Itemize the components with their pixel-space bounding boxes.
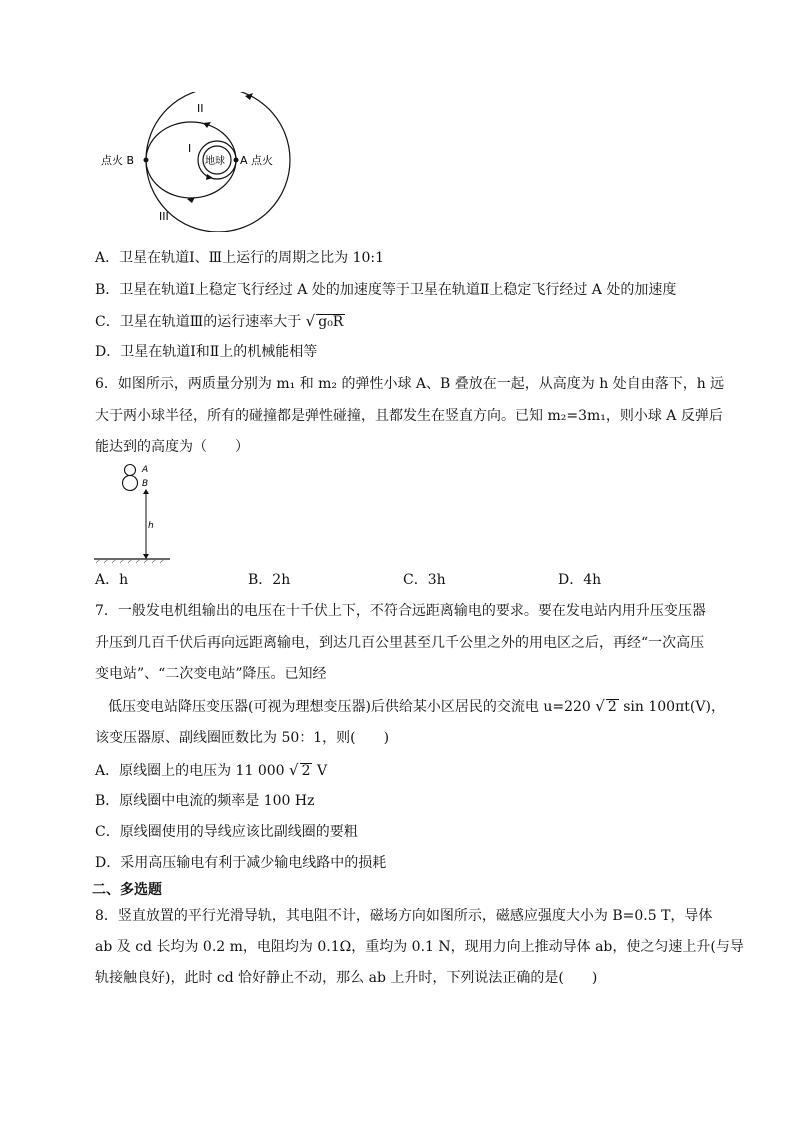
arrow-icon (206, 174, 213, 180)
q5-option-a: A．卫星在轨道Ⅰ、Ⅲ上运行的周期之比为 10:1 (95, 250, 385, 266)
sqrt-icon: √ (289, 761, 299, 779)
orbit-figure (95, 92, 295, 232)
section-heading: 二、多选题 (92, 882, 162, 898)
label-ball-b: B (142, 479, 149, 489)
arrow-up-icon (143, 489, 149, 494)
q7-option-b: B．原线圈中电流的频率是 100 Hz (95, 793, 315, 809)
point-b (144, 158, 149, 163)
q6-option-d: D．4h (558, 572, 602, 588)
label-point-a: A 点火 (240, 154, 274, 167)
q5-option-c (95, 311, 345, 332)
q7-line-4-suffix: sin 100πt(V)， (623, 699, 725, 715)
sqrt-icon: √ (305, 312, 316, 330)
label-orbit-2: II (197, 102, 204, 115)
arrow-down-icon (143, 554, 149, 559)
q7-line-4-prefix: 低压变电站降压变压器(可视为理想变压器)后供给某小区居民的交流电 u=220 (108, 699, 591, 715)
label-earth: 地球 (205, 156, 225, 167)
q7-line-4-radicand: 2 (607, 699, 617, 715)
q7-line-2: 升压到几百千伏后再向远距离输电，到达几百公里甚至几千公里之外的用电区之后，再经“一次高压 (95, 635, 705, 651)
q6-option-b: B．2h (248, 572, 291, 588)
q5-option-c-text: C．卫星在轨道Ⅲ的运行速率大于 (95, 314, 302, 330)
q7-option-c: C．原线圈使用的导线应该比副线圈的要粗 (95, 824, 358, 840)
q7-option-a-suffix: V (316, 763, 328, 779)
q7-line-3: 变电站”、“二次变电站”降压。已知经 (95, 666, 327, 682)
q6-option-c: C．3h (403, 572, 446, 588)
drop-figure (92, 460, 172, 568)
q7-option-a-prefix: A．原线圈上的电压为 11 000 (95, 763, 285, 779)
q6-line-2: 大于两小球半径，所有的碰撞都是弹性碰撞，且都发生在竖直方向。已知 m₂=3m₁，则小球 A 反弹后 (95, 408, 723, 424)
q7-line-4 (108, 696, 725, 717)
q7-line-1: 7．一般发电机组输出的电压在十千伏上下，不符合远距离输电的要求。要在发电站内用升压变压器 (95, 603, 706, 619)
orbit-diagram (95, 92, 295, 232)
label-orbit-1: I (188, 142, 192, 155)
q7-option-a-radicand: 2 (301, 763, 311, 779)
q6-line-3: 能达到的高度为（ ） (95, 439, 249, 455)
sqrt-icon: √ (595, 697, 605, 715)
q7-line-5: 该变压器原、副线圈匝数比为 50：1，则( ) (95, 730, 390, 746)
q5-option-b: B．卫星在轨道Ⅰ上稳定飞行经过 A 处的加速度等于卫星在轨道Ⅱ上稳定飞行经过 A 处的加速度 (95, 282, 677, 298)
q8-line-1: 8．竖直放置的平行光滑导轨，其电阻不计，磁场方向如图所示，磁感应强度大小为 B=0.5 T，导体 (95, 908, 713, 924)
q7-option-a (95, 760, 327, 781)
label-orbit-3: III (159, 210, 169, 223)
drop-diagram (92, 460, 172, 568)
label-ball-a: A (142, 465, 149, 475)
q6-line-1: 6．如图所示，两质量分别为 m₁ 和 m₂ 的弹性小球 A、B 叠放在一起，从高度为 h 处自由落下，h 远 (95, 376, 725, 392)
q5-option-d: D．卫星在轨道Ⅰ和Ⅱ上的机械能相等 (95, 344, 318, 360)
q8-line-2: ab 及 cd 长均为 0.2 m，电阻均为 0.1Ω，重均为 0.1 N，现用力向上推动导体 ab，使之匀速上升(与导 (95, 939, 744, 955)
label-height: h (148, 521, 154, 531)
point-a (234, 158, 239, 163)
ball-b (123, 476, 138, 491)
q8-line-3: 轨接触良好)，此时 cd 恰好静止不动，那么 ab 上升时，下列说法正确的是( ) (95, 970, 598, 986)
ball-a (125, 465, 136, 476)
q6-option-a: A．h (95, 572, 129, 588)
q7-option-d: D．采用高压输电有利于减少输电线路中的损耗 (95, 855, 387, 871)
label-point-b: 点火 B (101, 154, 135, 167)
q5-option-c-radicand: g₀R (318, 314, 344, 330)
